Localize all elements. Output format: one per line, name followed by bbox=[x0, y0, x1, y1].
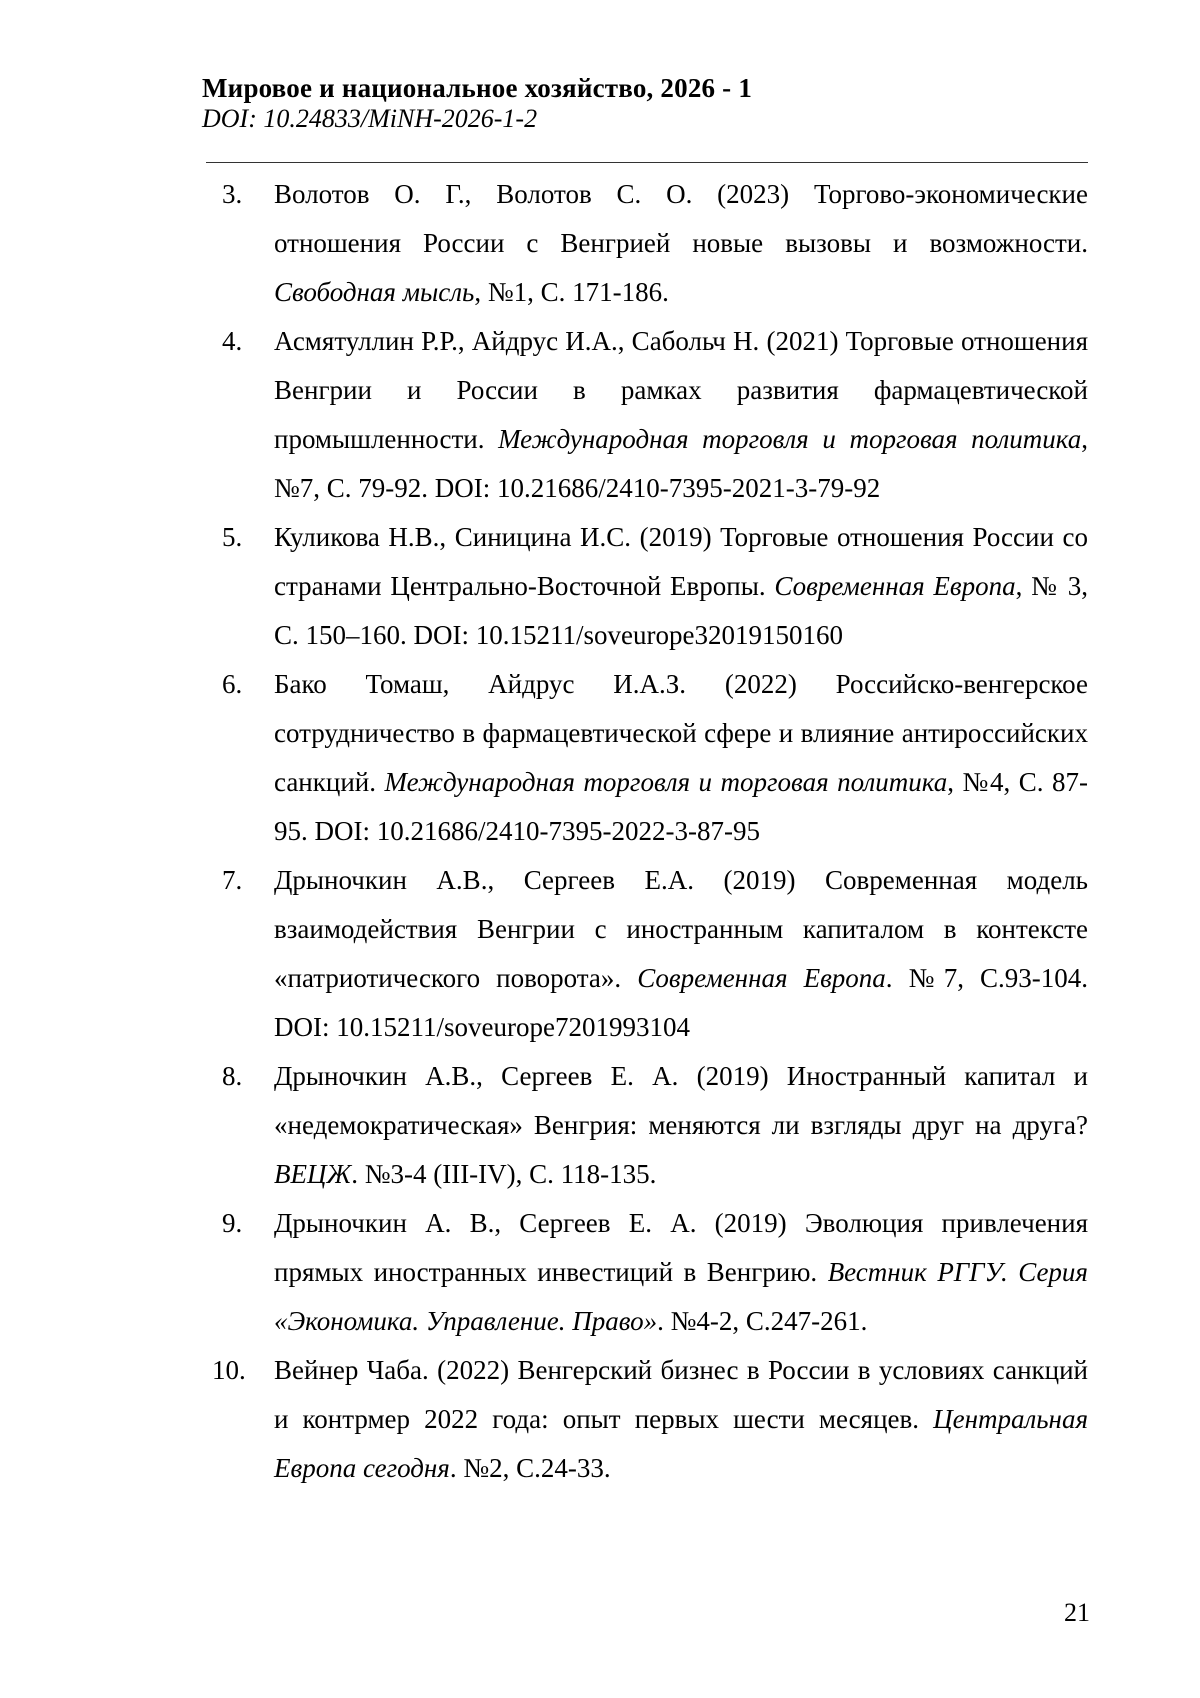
reference-item bbox=[222, 170, 1088, 317]
reference-item bbox=[222, 1052, 1088, 1199]
journal-doi: DOI: 10.24833/MiNH-2026-1-2 bbox=[202, 104, 538, 133]
reference-text bbox=[274, 326, 1088, 503]
reference-item bbox=[222, 317, 1088, 513]
reference-source: Международная торговля и торговая политика bbox=[384, 767, 948, 797]
reference-item bbox=[222, 513, 1088, 660]
reference-authors: Вейнер Чаба. (2022) Венгерский бизнес в России в условиях санкций и контрмер 2022 года: опыт первых шести месяцев. bbox=[274, 1355, 1088, 1434]
reference-details: , №1, С. 171-186. bbox=[474, 277, 669, 307]
reference-number: 3. bbox=[222, 179, 243, 209]
reference-number: 5. bbox=[222, 522, 243, 552]
reference-number: 10. bbox=[212, 1355, 246, 1385]
reference-authors: Куликова Н.В., Синицина И.С. (2019) Торговые отношения России со странами Центрально-Восточной Европы. bbox=[274, 522, 1088, 601]
reference-number: 6. bbox=[222, 669, 243, 699]
reference-item bbox=[222, 1199, 1088, 1346]
reference-authors: Дрыночкин А.В., Сергеев Е.А. (2019) Современная модель взаимодействия Венгрии с иностранным капиталом в контексте «патриотического поворота». bbox=[274, 865, 1088, 993]
reference-text bbox=[274, 522, 1088, 650]
reference-source: ВЕЦЖ bbox=[274, 1159, 352, 1189]
running-header bbox=[202, 72, 752, 134]
reference-number: 4. bbox=[222, 326, 243, 356]
reference-text bbox=[274, 865, 1088, 1042]
reference-number: 9. bbox=[222, 1208, 243, 1238]
journal-title: Мировое и национальное хозяйство, 2026 - 1 bbox=[202, 73, 753, 103]
reference-list bbox=[212, 170, 1089, 1493]
reference-source: Вестник РГГУ. Серия «Экономика. Управление. Право» bbox=[274, 1257, 1088, 1336]
reference-authors: Дрыночкин А.В., Сергеев Е. А. (2019) Иностранный капитал и «недемократическая» Венгрия: меняются ли взгляды друг на друга? bbox=[274, 1061, 1088, 1140]
reference-text bbox=[274, 1355, 1088, 1483]
reference-text bbox=[274, 669, 1088, 846]
reference-source: Современная Европа bbox=[637, 963, 886, 993]
reference-source: Международная торговля и торговая политика bbox=[498, 424, 1082, 454]
reference-authors: Волотов О. Г., Волотов С. О. (2023) Торгово-экономические отношения России с Венгрией новые вызовы и возможности. bbox=[274, 179, 1088, 258]
reference-source: Центральная Европа сегодня bbox=[274, 1404, 1088, 1483]
reference-source: Современная Европа bbox=[774, 571, 1016, 601]
reference-item bbox=[222, 660, 1089, 856]
reference-item bbox=[222, 856, 1089, 1052]
reference-details: . №4-2, С.247-261. bbox=[657, 1306, 868, 1336]
reference-authors: Дрыночкин А. В., Сергеев Е. А. (2019) Эволюция привлечения прямых иностранных инвестиций в Венгрию. bbox=[274, 1208, 1088, 1287]
reference-details: , №7, С. 79-92. DOI: 10.21686/2410-7395-2021-3-79-92 bbox=[274, 424, 1088, 503]
page-number: 21 bbox=[1064, 1598, 1090, 1627]
reference-authors: Асмятуллин Р.Р., Айдрус И.А., Сабольч Н. (2021) Торговые отношения Венгрии и России в рамках развития фармацевтической промышленности. bbox=[274, 326, 1088, 454]
reference-authors: Бако Томаш, Айдрус И.А.З. (2022) Российско-венгерское сотрудничество в фармацевтической сфере и влияние антироссийских санкций. bbox=[274, 669, 1088, 797]
reference-number: 8. bbox=[222, 1061, 243, 1091]
reference-source: Свободная мысль bbox=[274, 277, 475, 307]
reference-number: 7. bbox=[222, 865, 243, 895]
reference-details: . №7, С.93-104. DOI: 10.15211/soveurope7201993104 bbox=[274, 963, 1089, 1042]
header-rule bbox=[206, 162, 1088, 163]
reference-details: , № 3, С. 150–160. DOI: 10.15211/soveurope32019150160 bbox=[274, 571, 1088, 650]
reference-text bbox=[274, 179, 1088, 307]
reference-item bbox=[212, 1346, 1088, 1493]
reference-details: . №2, С.24-33. bbox=[449, 1453, 611, 1483]
reference-text bbox=[274, 1061, 1088, 1189]
reference-details: , №4, С. 87-95. DOI: 10.21686/2410-7395-2022-3-87-95 bbox=[274, 767, 1089, 846]
reference-details: . №3-4 (III-IV), С. 118-135. bbox=[351, 1159, 657, 1189]
reference-text bbox=[274, 1208, 1088, 1336]
